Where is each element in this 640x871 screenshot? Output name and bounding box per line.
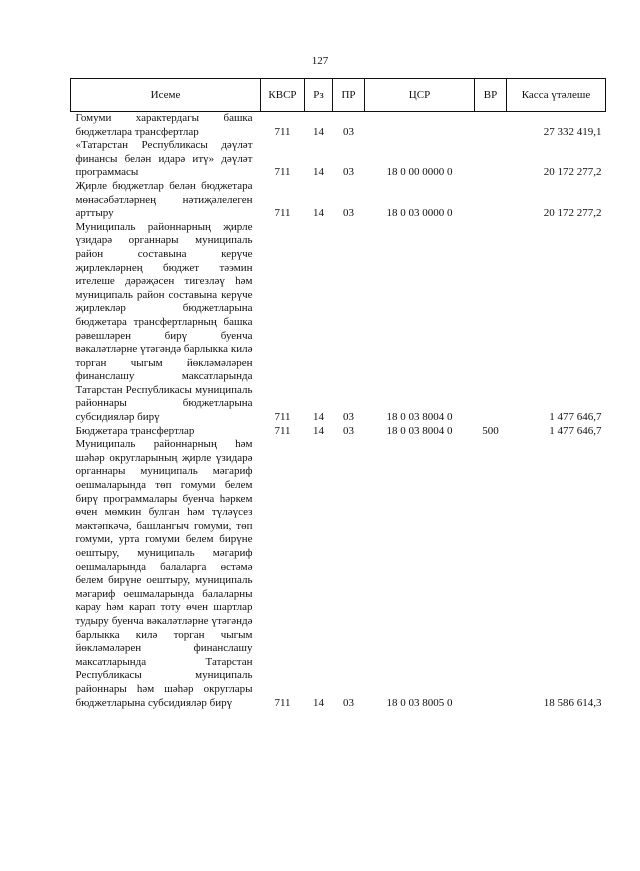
row-pr: 03 (343, 207, 354, 220)
table-header (71, 79, 606, 112)
row-name: «Татарстан Республикасы дәүләт финансы белән идарә итү» дәүләт программасы (75, 139, 253, 179)
row-csr: 18 0 03 8005 0 (386, 696, 453, 709)
row-rz: 14 (313, 166, 324, 179)
row-kvsr: 711 (274, 696, 291, 709)
budget-table (70, 78, 606, 710)
row-rz: 14 (313, 411, 324, 424)
row-name: Муниципаль районнарның һәм шәһәр округларының җирле үзидарә органнары муниципаль мәгариф оешмаларында төп гомуми белем бирү программалары буенча һәркем өчен мөмкин булган һәм түләүсез мәктәпкәчә, башлангыч гомуми, төп гомуми, урта гомуми белем бирүне оештыру, муниципаль мәгариф оешмаларында балаларга өстәмә белем бирүне оештыру, муниципаль мәгариф оешмаларында балаларны карау һәм карап тоту өчен шартлар тудыру буенча вәкаләтләрне үтәгәндә барлыкка килә торган чыгым йөкләмәләрен финанслашу максатларында Татарстан Республикасы муниципаль районнары һәм шәһәр округлары бюджетларына субсидияләр бирү (75, 438, 253, 709)
row-kvsr: 711 (274, 424, 291, 437)
row-pr: 03 (343, 411, 354, 424)
row-csr: 18 0 03 8004 0 (386, 424, 453, 437)
header-csr: ЦСР (365, 79, 475, 112)
row-vr (475, 112, 507, 140)
header-name: Исеме (71, 79, 261, 112)
row-vr (475, 180, 507, 221)
row-kvsr: 711 (274, 411, 291, 424)
row-rz: 14 (313, 125, 324, 138)
page-number: 127 (311, 55, 329, 67)
row-name: Муниципаль районнарның җирле үзидарә органнары муниципаль район составына керүче җирлекләрнең бюджет тәэмин ителеше дәрәҗәсен тигезләү һәм муниципаль район составына керүче җирлекләр бюджетларына бюджетара трансфертларның башка рәвешләрен бирү буенча вәкаләтләрне үтәгәндә барлыкка килә торган чыгым йөкләмәләрен финанслашу максатларында Татарстан Республикасы муниципаль районнары бюджетларына субсидияләр бирү (75, 220, 253, 424)
row-kassa: 20 172 277,2 (543, 207, 602, 220)
header-kassa: Касса үтәлеше (507, 79, 606, 112)
row-vr: 500 (482, 424, 499, 437)
row-kassa: 20 172 277,2 (543, 166, 602, 179)
row-pr: 03 (343, 696, 354, 709)
row-csr: 18 0 00 0000 0 (386, 166, 453, 179)
header-pr: ПР (333, 79, 365, 112)
row-vr (475, 438, 507, 710)
table-row (71, 139, 606, 180)
row-kvsr: 711 (274, 125, 291, 138)
table-row (71, 438, 606, 710)
row-kassa: 1 477 646,7 (549, 411, 602, 424)
row-csr: 18 0 03 8004 0 (386, 411, 453, 424)
row-kvsr: 711 (274, 207, 291, 220)
header-kvsr: КВСР (261, 79, 305, 112)
row-csr (365, 112, 475, 140)
row-name: Бюджетара трансфертлар (75, 424, 195, 437)
row-kassa: 27 332 419,1 (543, 125, 602, 138)
row-kassa: 1 477 646,7 (549, 424, 602, 437)
header-rz: Рз (305, 79, 333, 112)
row-rz: 14 (313, 696, 324, 709)
table-row (71, 112, 606, 140)
row-rz: 14 (313, 424, 324, 437)
table-row (71, 180, 606, 221)
row-kassa: 18 586 614,3 (543, 696, 602, 709)
row-pr: 03 (343, 166, 354, 179)
row-name: Гомуми характердагы башка бюджетлара трансфертлар (75, 112, 253, 138)
row-name: Җирле бюджетлар белән бюджетара мөнәсәбәтләрнең нәтиҗәлелеген арттыру (75, 179, 253, 220)
row-rz: 14 (313, 207, 324, 220)
row-pr: 03 (343, 125, 354, 138)
header-vr: ВР (475, 79, 507, 112)
table-row (71, 221, 606, 425)
table-row (71, 425, 606, 439)
row-csr: 18 0 03 0000 0 (386, 207, 453, 220)
row-vr (475, 139, 507, 180)
row-pr: 03 (343, 424, 354, 437)
row-kvsr: 711 (274, 166, 291, 179)
row-vr (475, 221, 507, 425)
